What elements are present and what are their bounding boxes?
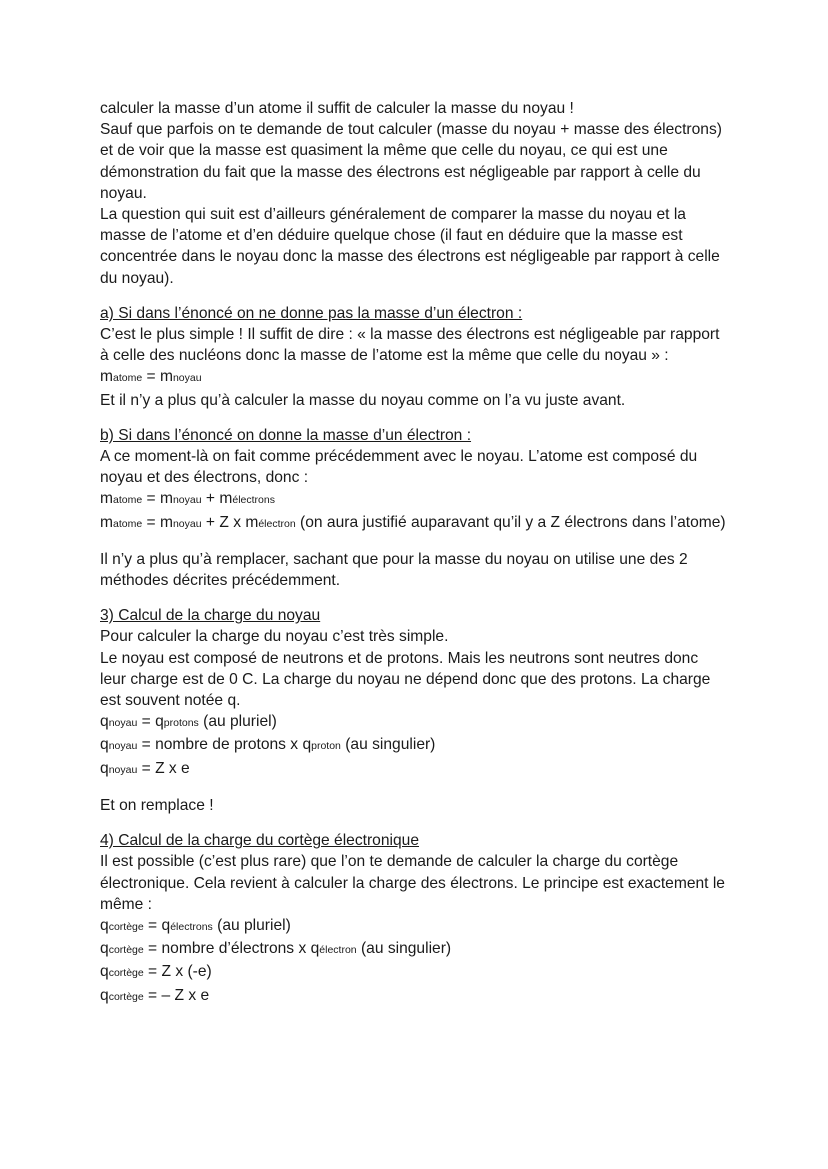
section-a-text: C’est le plus simple ! Il suffit de dire : « la masse des électrons est négligeable par rapport à celle des nucléons donc la masse de l’atome est la même que celle du noyau » : — [100, 326, 720, 365]
intro-line-3: La question qui suit est d’ailleurs généralement de comparer la masse du noyau et la masse de l’atome et d’en déduire quelque chose (il faut en déduire que la masse est concentrée dans le noyau donc la masse des électrons est négligeable par rapport à celle du noyau). — [100, 206, 720, 287]
section-3-end: Et on remplace ! — [100, 796, 214, 814]
section-3-line-2: Le noyau est composé de neutrons et de protons. Mais les neutrons sont neutres donc leur charge est de 0 C. La charge du noyau ne dépend donc que des protons. La charge est souvent notée q. — [100, 649, 711, 710]
intro-line-1: calculer la masse d’un atome il suffit de calculer la masse du noyau ! — [100, 100, 574, 117]
formula-q-cortege-3: qcortège = Z x (-e) — [100, 963, 212, 981]
formula-q-cortege-2: qcortège = nombre d’électrons x qélectron (au singulier) — [100, 940, 452, 958]
section-4-heading: 4) Calcul de la charge du cortège électronique — [100, 832, 420, 850]
section-a-after: Et il n’y a plus qu’à calculer la masse du noyau comme on l’a vu juste avant. — [100, 391, 626, 409]
formula-q-cortege-1: qcortège = qélectrons (au pluriel) — [100, 916, 291, 934]
formula-q-noyau-3: qnoyau = Z x e — [100, 759, 190, 777]
section-3-line-1: Pour calculer la charge du noyau c’est très simple. — [100, 628, 449, 646]
section-4-text: Il est possible (c’est plus rare) que l’on te demande de calculer la charge du cortège électronique. Cela revient à calculer la charge des électrons. Le principe est exactement le même : — [100, 853, 725, 913]
formula-q-noyau-1: qnoyau = qprotons (au pluriel) — [100, 713, 277, 731]
formula-q-noyau-2: qnoyau = nombre de protons x qproton (au singulier) — [100, 736, 436, 754]
formula-m-atome-sum: matome = mnoyau + mélectrons — [100, 490, 275, 508]
section-b-text: A ce moment-là on fait comme précédemment avec le noyau. L’atome est composé du noyau et des électrons, donc : — [100, 448, 698, 487]
section-b-heading: b) Si dans l’énoncé on donne la masse d’un électron : — [100, 426, 472, 444]
formula-q-cortege-4: qcortège = – Z x e — [100, 986, 210, 1004]
formula-m-atome-z: matome = mnoyau + Z x mélectron (on aura justifié auparavant qu’il y a Z électrons dans l’atome) — [100, 513, 726, 531]
intro-line-2: Sauf que parfois on te demande de tout calculer (masse du noyau + masse des électrons) et de voir que la masse est quasiment la même que celle du noyau, ce qui est une démonstration du fait que la masse des électrons est négligeable par rapport à celle du noyau. — [100, 121, 722, 202]
section-a-heading: a) Si dans l’énoncé on ne donne pas la masse d’un électron : — [100, 304, 523, 322]
section-b-conclusion: Il n’y a plus qu’à remplacer, sachant que pour la masse du noyau on utilise une des 2 méthodes décrites précédemment. — [100, 550, 688, 590]
section-3-heading: 3) Calcul de la charge du noyau — [100, 607, 321, 625]
formula-m-atome: matome = mnoyau — [100, 368, 202, 386]
